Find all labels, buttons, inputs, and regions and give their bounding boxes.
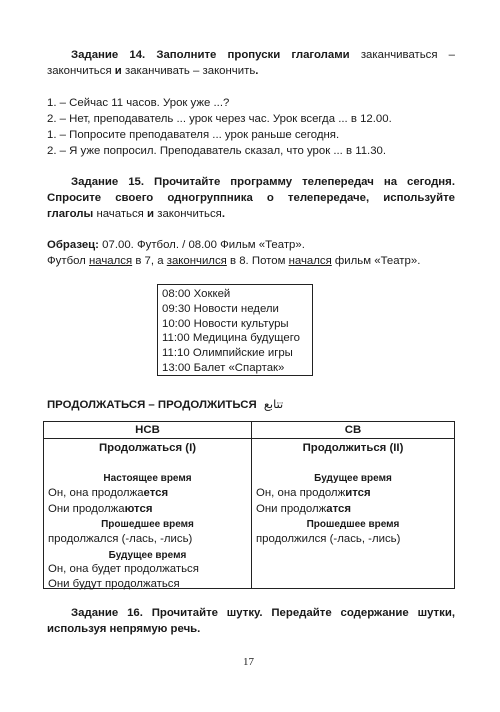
right-future-label: Будущее время xyxy=(314,473,392,484)
left-verb-title: Продолжаться (I) xyxy=(98,442,197,454)
schedule-item: 13:00 Балет «Спартак» xyxy=(162,361,285,374)
task14-instruction-line2: закончиться и заканчивать – закончить. xyxy=(47,65,259,77)
left-future-form-2: Они будут продолжаться xyxy=(48,578,180,590)
task14-verb-pair-1: заканчиваться – xyxy=(360,49,455,61)
task14-item-1: 1. – Сейчас 11 часов. Урок уже ...? xyxy=(47,97,230,109)
table-header-sv: СВ xyxy=(344,424,362,436)
task16-instruction-line1: Задание 16. Прочитайте шутку. Передайте содержание шутки, xyxy=(71,607,455,619)
task14-title: Заполните пропуски глаголами xyxy=(156,49,350,61)
right-past-form: продолжился (-лась, -лись) xyxy=(256,533,401,545)
task14-item-2: 2. – Нет, преподаватель ... урок через час. Урок всегда ... в 12.00. xyxy=(47,113,392,125)
schedule-item: 11:10 Олимпийские игры xyxy=(162,347,293,360)
task16-instruction-line2: используя непрямую речь. xyxy=(47,623,201,635)
left-present-form-1: Он, она продолжается xyxy=(48,487,169,499)
task14-number: Задание 14. xyxy=(71,49,146,61)
schedule-item: 08:00 Хоккей xyxy=(162,288,231,300)
task14-instruction xyxy=(47,48,455,63)
conjugation-table xyxy=(43,421,455,589)
tv-schedule-box xyxy=(157,284,313,376)
left-past-label: Прошедшее время xyxy=(101,519,194,530)
left-future-label: Будущее время xyxy=(108,550,187,561)
right-verb-title: Продолжиться (II) xyxy=(302,442,404,454)
task14-item-3: 1. – Попросите преподавателя ... урок раньше сегодня. xyxy=(47,129,340,141)
schedule-item: 09:30 Новости недели xyxy=(162,302,279,315)
task15-example-sentence: Футбол начался в 7, а закончился в 8. Потом начался фильм «Театр». xyxy=(47,255,421,267)
right-future-form-2: Они продолжатся xyxy=(256,503,352,515)
schedule-item: 11:00 Медицина будущего xyxy=(162,332,300,345)
right-past-label: Прошедшее время xyxy=(306,519,400,530)
task15-instruction-line2: Спросите своего одногруппника о телепередаче, используйте xyxy=(47,192,455,204)
page-number: 17 xyxy=(243,656,254,668)
left-present-form-2: Они продолжаются xyxy=(48,503,153,515)
verb-heading-arabic: تتابع xyxy=(263,397,284,411)
task14-item-4: 2. – Я уже попросил. Преподаватель сказал, что урок ... в 11.30. xyxy=(47,145,387,157)
task15-instruction-line3: глаголы начаться и закончиться. xyxy=(47,208,225,220)
table-header-divider xyxy=(44,438,454,439)
sample-label: Образец: xyxy=(47,239,99,251)
left-future-form-1: Он, она будет продолжаться xyxy=(48,563,199,575)
verb-heading: ПРОДОЛЖАТЬСЯ – ПРОДОЛЖИТЬСЯ تتابع xyxy=(47,397,284,411)
left-present-label: Настоящее время xyxy=(103,473,192,484)
task15-instruction-line1: Задание 15. Прочитайте программу телепередач на сегодня. xyxy=(71,176,455,188)
schedule-item: 10:00 Новости культуры xyxy=(162,317,289,330)
task15-sample: Образец: 07.00. Футбол. / 08.00 Фильм «Театр». xyxy=(47,239,305,251)
left-past-form: продолжался (-лась, -лись) xyxy=(48,533,193,545)
table-header-nsv: НСВ xyxy=(135,424,160,436)
right-future-form-1: Он, она продолжится xyxy=(256,487,371,499)
